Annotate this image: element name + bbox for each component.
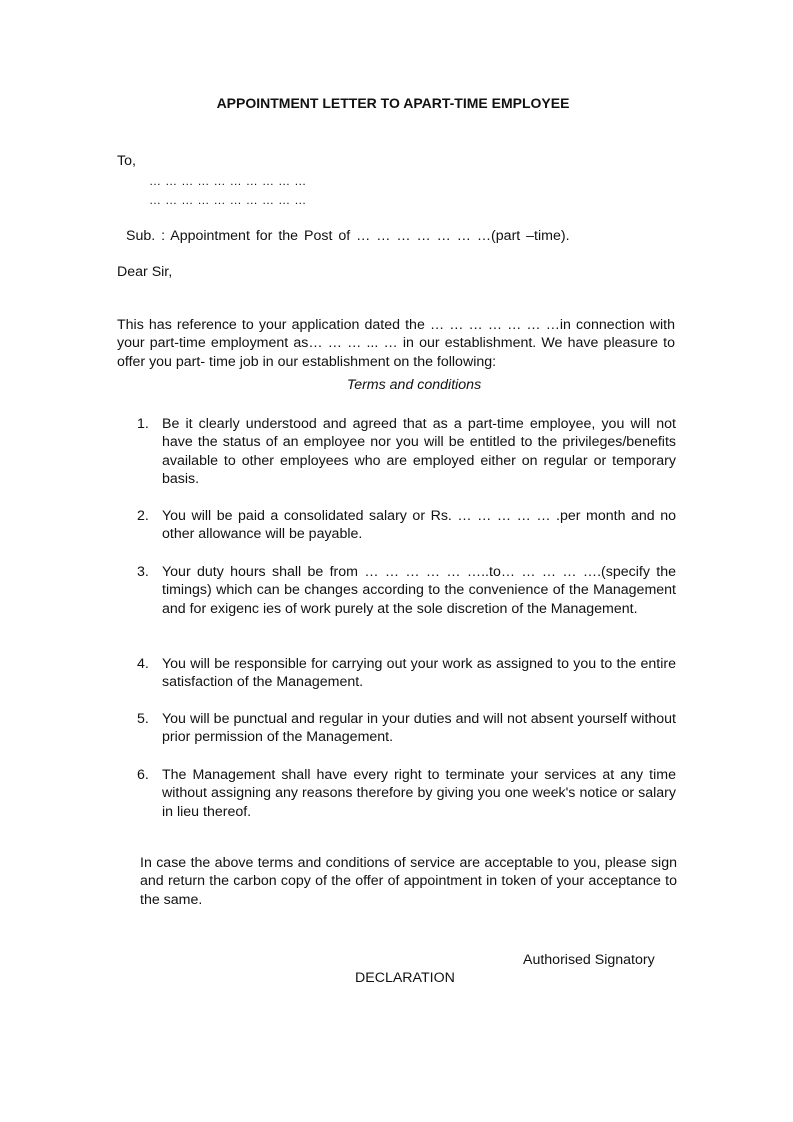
document-title: APPOINTMENT LETTER TO APART-TIME EMPLOYEE [216,95,570,111]
closing-paragraph: In case the above terms and conditions of service are acceptable to you, please sign and return the carbon copy of the offer of appointment in token of your acceptance to the same. [140,855,677,908]
term-text: Be it clearly understood and agreed that as a part-time employee, you will not have the status of an employee nor you will be entitled to the privileges/benefits available to other employees who are employed either on regular or temporary basis. [162,416,676,487]
term-text: Your duty hours shall be from … … … … … …..to… … … … ….(specify the timings) which can be changes according to the convenience of the Management and for exigenc ies of work purely at the sole discretion of the Management. [162,564,676,617]
term-item [137,655,676,692]
term-item [137,415,676,488]
term-text: You will be responsible for carrying out your work as assigned to you to the entire satisfaction of the Management. [162,656,676,691]
term-number: 1. [137,416,149,432]
term-number: 2. [137,508,149,524]
term-text: You will be paid a consolidated salary or Rs. … … … … … .per month and no other allowance will be payable. [162,508,676,543]
term-item [137,507,676,544]
address-line-2: … … … … … … … … … … [149,193,307,207]
term-text: The Management shall have every right to terminate your services at any time without assigning any reasons therefore by giving you one week's notice or salary in lieu thereof. [162,767,676,820]
declaration-heading: DECLARATION [355,970,455,986]
salutation: Dear Sir, [117,264,173,280]
recipient-label: To, [117,153,136,169]
term-item [137,563,676,618]
term-text: You will be punctual and regular in your duties and will not absent yourself without prior permission of the Management. [162,711,676,746]
term-number: 6. [137,767,149,783]
term-number: 5. [137,711,149,727]
term-number: 3. [137,564,149,580]
signatory-label: Authorised Signatory [523,952,655,968]
term-number: 4. [137,656,149,672]
terms-heading: Terms and conditions [346,377,482,393]
subject-line: Sub. : Appointment for the Post of … … … … … … …(part –time). [126,228,570,244]
term-item [137,710,676,747]
intro-paragraph: This has reference to your application dated the … … … … … … …in connection with your part-time employment as… … … ... … in our establishment. We have pleasure to offer you part- time job in our establishment on the following: [117,317,675,370]
term-item [137,766,676,821]
address-line-1: … … … … … … … … … … [149,174,307,188]
